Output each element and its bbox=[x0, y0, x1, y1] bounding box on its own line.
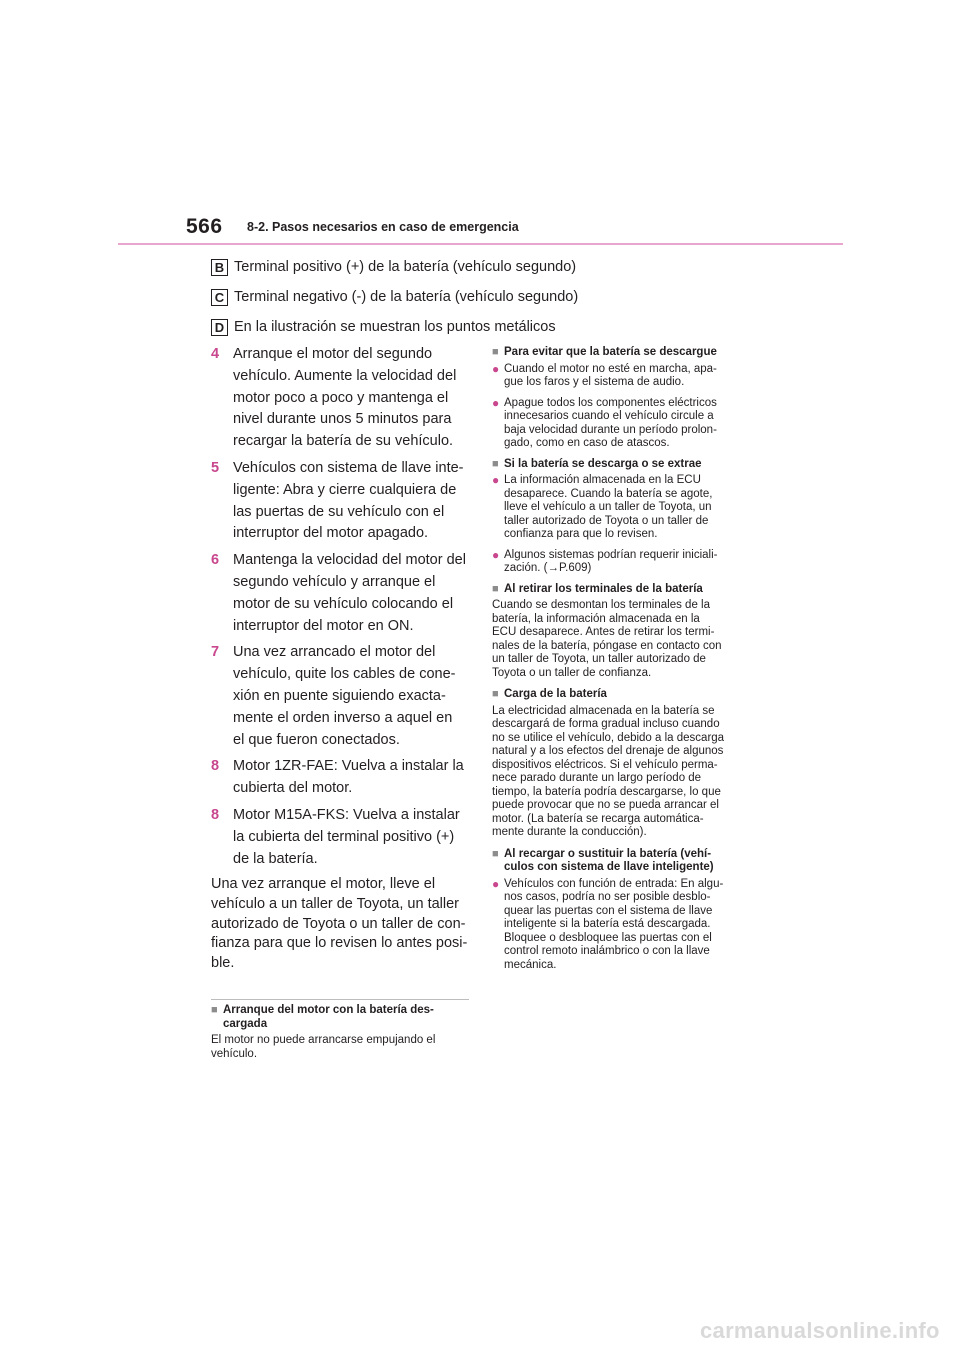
circle-bullet-icon: ● bbox=[492, 361, 500, 376]
note-body bbox=[492, 705, 750, 840]
bullet-text bbox=[504, 363, 750, 390]
step-item bbox=[211, 458, 471, 545]
circle-bullet-icon: ● bbox=[492, 395, 500, 410]
step-item bbox=[211, 756, 471, 800]
closing-line: Una vez arranque el motor, lleve el bbox=[211, 876, 436, 893]
circle-bullet-icon: ● bbox=[492, 473, 500, 487]
step-line: Mantenga la velocidad del motor del bbox=[233, 552, 466, 569]
note-line: taller autorizado de Toyota o un taller de bbox=[504, 514, 709, 527]
note-line: El motor no puede arrancarse empujando el bbox=[211, 1034, 436, 1046]
note-line: Bloquee o desbloquee las puertas con el bbox=[504, 931, 712, 944]
step-text bbox=[233, 550, 471, 637]
bullet-text bbox=[504, 474, 750, 542]
step-line: Motor M15A-FKS: Vuelva a instalar bbox=[233, 806, 460, 823]
page-number: 566 bbox=[186, 215, 223, 238]
step-line: las puertas de su vehículo con el bbox=[233, 503, 445, 520]
note-engine-start bbox=[211, 1004, 469, 1069]
note-title bbox=[492, 583, 750, 597]
step-text bbox=[233, 344, 471, 453]
bullet-item bbox=[492, 363, 750, 390]
note-line: lleve el vehículo a un taller de Toyota, un bbox=[504, 501, 712, 513]
note-line: gado, como en caso de atascos. bbox=[504, 437, 670, 449]
step-line: vehículo. Aumente la velocidad del bbox=[233, 367, 457, 384]
note-line: Cuando se desmontan los terminales de la bbox=[492, 599, 710, 611]
note-line: gue los faros y el sistema de audio. bbox=[504, 376, 685, 388]
note-line: ECU desaparece. Antes de retirar los termi- bbox=[492, 626, 715, 638]
closing-line: fianza para que lo revisen lo antes posi- bbox=[211, 935, 468, 952]
step-line: Motor 1ZR-FAE: Vuelva a instalar la bbox=[233, 758, 464, 775]
step-number: 4 bbox=[211, 346, 220, 362]
note-title bbox=[492, 346, 750, 360]
note-title-line: culos con sistema de llave inteligente) bbox=[504, 861, 714, 873]
step-number: 5 bbox=[211, 459, 220, 476]
square-bullet-icon: ■ bbox=[492, 346, 499, 358]
note-line: La electricidad almacenada en la batería se bbox=[492, 704, 715, 717]
note-line: nos casos, podría no ser posible desblo- bbox=[504, 891, 711, 903]
note-line: confianza para que lo revisen. bbox=[504, 528, 658, 540]
note-title bbox=[492, 688, 750, 702]
note-line: inteligente si la batería está descargada. bbox=[504, 918, 711, 930]
note-line: descargará de forma gradual incluso cuando bbox=[492, 718, 720, 730]
step-list bbox=[211, 344, 471, 973]
note-line: vehículo. bbox=[211, 1047, 258, 1060]
note-line: quear las puertas con el sistema de llave bbox=[504, 904, 713, 917]
step-line: interruptor del motor apagado. bbox=[233, 525, 429, 542]
step-item bbox=[211, 550, 471, 637]
closing-paragraph bbox=[211, 875, 471, 973]
note-title bbox=[492, 848, 750, 875]
step-item bbox=[211, 642, 471, 751]
note-title-line: Al recargar o sustituir la batería (vehí- bbox=[504, 847, 712, 860]
step-line: Arranque el motor del segundo bbox=[233, 346, 433, 362]
bullet-text bbox=[504, 397, 750, 451]
step-text bbox=[233, 458, 471, 545]
step-line: motor de su vehículo colocando el bbox=[233, 595, 454, 612]
square-bullet-icon: ■ bbox=[492, 847, 499, 860]
note-title-line: Para evitar que la batería se descargue bbox=[504, 346, 717, 358]
note-line: no se utilice el vehículo, debido a la descarga bbox=[492, 731, 725, 744]
step-line: ligente: Abra y cierre cualquiera de bbox=[233, 481, 457, 498]
step-line: el que fueron conectados. bbox=[233, 731, 400, 748]
notes-column bbox=[492, 346, 750, 979]
note-line: La información almacenada en la ECU bbox=[504, 474, 701, 486]
closing-line: vehículo a un taller de Toyota, un taller bbox=[211, 895, 460, 912]
square-bullet-icon: ■ bbox=[492, 688, 499, 700]
note-line: nales de la batería, póngase en contacto con bbox=[492, 639, 722, 652]
square-bullet-icon: ■ bbox=[211, 1004, 218, 1016]
bullet-text bbox=[504, 878, 750, 973]
step-line: xión en puente siguiendo exacta- bbox=[233, 687, 446, 704]
note-line: Vehículos con función de entrada: En algu- bbox=[504, 877, 724, 890]
legend-letter-box: B bbox=[211, 259, 228, 276]
bullet-text bbox=[504, 549, 750, 576]
note-line: mente durante la conducción). bbox=[492, 826, 647, 838]
step-line: Una vez arrancado el motor del bbox=[233, 644, 436, 661]
step-line: cubierta del motor. bbox=[233, 780, 353, 797]
closing-line: ble. bbox=[211, 954, 235, 971]
note-line: motor. (La batería se recarga automática- bbox=[492, 812, 704, 825]
step-item bbox=[211, 344, 471, 453]
step-text bbox=[233, 642, 471, 751]
step-text bbox=[233, 805, 471, 870]
note-line: Toyota o un taller de confianza. bbox=[492, 666, 652, 679]
bullet-item bbox=[492, 474, 750, 542]
legend-letter-box: D bbox=[211, 319, 228, 336]
step-number: 8 bbox=[211, 758, 220, 775]
note-line: control remoto inalámbrico o con la llave bbox=[504, 945, 710, 957]
note-title-line: Al retirar los terminales de la batería bbox=[504, 582, 703, 595]
step-number: 6 bbox=[211, 552, 220, 569]
note-line: innecesarios cuando el vehículo circule a bbox=[504, 410, 714, 422]
note-title-line: Si la batería se descarga o se extrae bbox=[504, 457, 702, 470]
note-line: tiempo, la batería podría descargarse, lo que bbox=[492, 785, 721, 798]
square-bullet-icon: ■ bbox=[492, 582, 499, 595]
step-line: recargar la batería de su vehículo. bbox=[233, 433, 454, 450]
section-title: 8-2. Pasos necesarios en caso de emergencia bbox=[247, 220, 519, 234]
note-title bbox=[492, 458, 750, 472]
note-line: baja velocidad durante un período prolon- bbox=[504, 423, 717, 436]
note-title-line: Carga de la batería bbox=[504, 688, 607, 700]
header-divider bbox=[118, 243, 843, 245]
note-title-line: cargada bbox=[223, 1017, 268, 1030]
note-title bbox=[211, 1004, 469, 1031]
step-line: segundo vehículo y arranque el bbox=[233, 573, 436, 590]
step-line: vehículo, quite los cables de cone- bbox=[233, 666, 456, 683]
step-line: motor poco a poco y mantenga el bbox=[233, 389, 449, 406]
note-line: dispositivos eléctricos. Si el vehículo perma- bbox=[492, 758, 718, 771]
step-line: interruptor del motor en ON. bbox=[233, 617, 414, 634]
note-line: desaparece. Cuando la batería se agote, bbox=[504, 487, 713, 500]
note-line: batería, la información almacenada en la bbox=[492, 612, 700, 625]
note-line: Algunos sistemas podrían requerir iniciali- bbox=[504, 548, 718, 561]
note-line: nece parado durante un largo período de bbox=[492, 772, 702, 784]
legend-text: Terminal negativo (-) de la batería (vehículo segundo) bbox=[234, 289, 579, 305]
step-line: Vehículos con sistema de llave inte- bbox=[233, 459, 464, 476]
step-item bbox=[211, 805, 471, 870]
step-line: mente el orden inverso a aquel en bbox=[233, 709, 453, 726]
note-line: mecánica. bbox=[504, 958, 557, 971]
step-line: la cubierta del terminal positivo (+) bbox=[233, 828, 455, 845]
note-line: puede provocar que no se pueda arrancar el bbox=[492, 799, 719, 811]
step-number: 8 bbox=[211, 806, 220, 823]
legend-item-c bbox=[211, 286, 578, 308]
bullet-item bbox=[492, 549, 750, 576]
note-divider bbox=[211, 999, 469, 1000]
note-line: Apague todos los componentes eléctricos bbox=[504, 396, 717, 409]
step-line: nivel durante unos 5 minutos para bbox=[233, 411, 452, 428]
closing-line: autorizado de Toyota o un taller de con- bbox=[211, 915, 466, 932]
square-bullet-icon: ■ bbox=[492, 457, 499, 470]
bullet-item bbox=[492, 878, 750, 973]
legend-item-d bbox=[211, 316, 556, 338]
step-text bbox=[233, 756, 471, 800]
step-line: de la batería. bbox=[233, 850, 318, 867]
note-body bbox=[211, 1034, 469, 1061]
circle-bullet-icon: ● bbox=[492, 876, 500, 891]
step-number: 7 bbox=[211, 644, 220, 661]
legend-item-b bbox=[211, 256, 576, 278]
legend-text: En la ilustración se muestran los puntos metálicos bbox=[234, 319, 556, 335]
legend-letter-box: C bbox=[211, 289, 228, 306]
watermark: carmanualsonline.info bbox=[700, 1318, 940, 1343]
legend-text: Terminal positivo (+) de la batería (vehículo segundo) bbox=[234, 259, 577, 275]
note-line: natural y a los efectos del drenaje de algunos bbox=[492, 745, 724, 757]
bullet-item bbox=[492, 397, 750, 451]
note-body bbox=[492, 599, 750, 680]
page-reference[interactable]: zación. (→P.609) bbox=[504, 562, 592, 574]
note-line: un taller de Toyota, un taller autorizado de bbox=[492, 653, 706, 665]
note-line: Cuando el motor no esté en marcha, apa- bbox=[504, 362, 717, 375]
note-title-line: Arranque del motor con la batería des- bbox=[223, 1004, 434, 1016]
circle-bullet-icon: ● bbox=[492, 547, 500, 562]
